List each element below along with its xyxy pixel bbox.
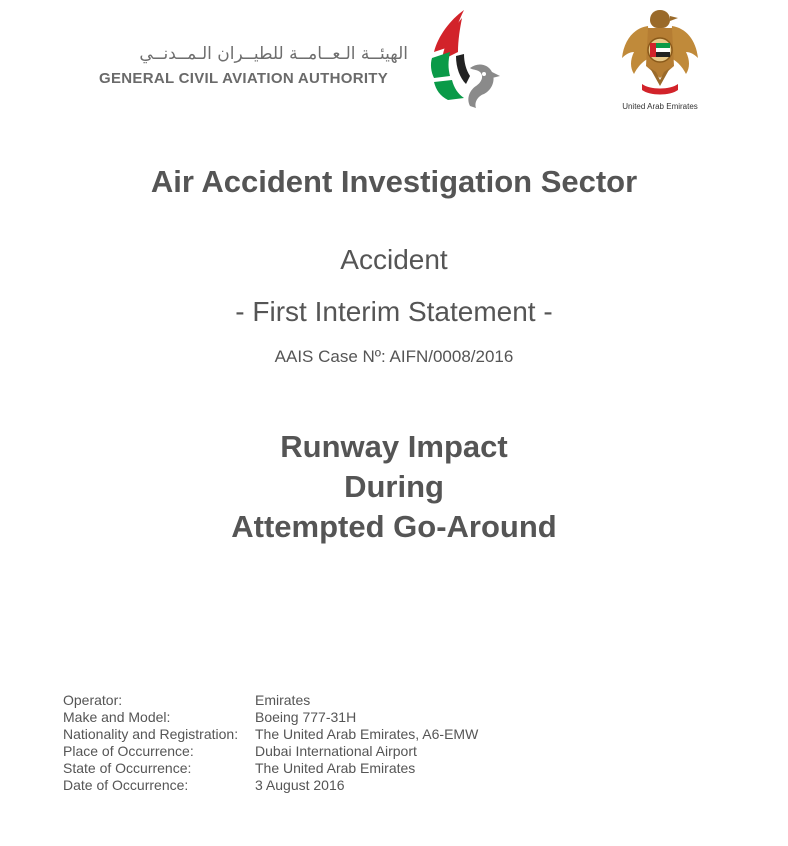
statement-subtitle: - First Interim Statement -	[235, 296, 553, 327]
detail-label: Nationality and Registration:	[63, 726, 239, 742]
detail-label: Date of Occurrence:	[63, 777, 189, 793]
detail-row-make-model	[63, 709, 478, 726]
detail-row-operator	[63, 692, 478, 709]
headline-line-3: Attempted Go-Around	[231, 509, 557, 544]
detail-value: The United Arab Emirates, A6-EMW	[255, 726, 479, 742]
sector-title: Air Accident Investigation Sector	[150, 164, 638, 199]
uae-emblem-caption: United Arab Emirates	[622, 102, 698, 111]
detail-label: Operator:	[63, 692, 123, 708]
detail-row-registration	[63, 726, 478, 743]
gcaa-logo-english: GENERAL CIVIL AVIATION AUTHORITY	[99, 70, 389, 87]
gcaa-falcon-emblem-icon	[426, 6, 502, 112]
detail-label: State of Occurrence:	[63, 760, 192, 776]
gcaa-logo-arabic: الهيئــة الـعــامــة للطيــران الـمــدنــي	[139, 44, 408, 64]
detail-row-date	[63, 777, 478, 794]
detail-label: Make and Model:	[63, 709, 171, 725]
headline-line-1: Runway Impact	[280, 429, 508, 464]
detail-row-place	[63, 743, 478, 760]
detail-value: The United Arab Emirates	[255, 760, 416, 776]
headline	[0, 427, 788, 547]
detail-value: Dubai International Airport	[255, 743, 417, 759]
detail-row-state	[63, 760, 478, 777]
occurrence-details	[63, 692, 478, 794]
case-number: AAIS Case Nº: AIFN/0008/2016	[274, 347, 514, 366]
occurrence-type: Accident	[340, 244, 448, 275]
detail-value: Emirates	[255, 692, 311, 708]
detail-label: Place of Occurrence:	[63, 743, 194, 759]
detail-value: 3 August 2016	[255, 777, 345, 793]
headline-line-2: During	[344, 469, 444, 504]
uae-falcon-emblem-icon	[620, 6, 700, 102]
detail-value: Boeing 777-31H	[255, 709, 357, 725]
